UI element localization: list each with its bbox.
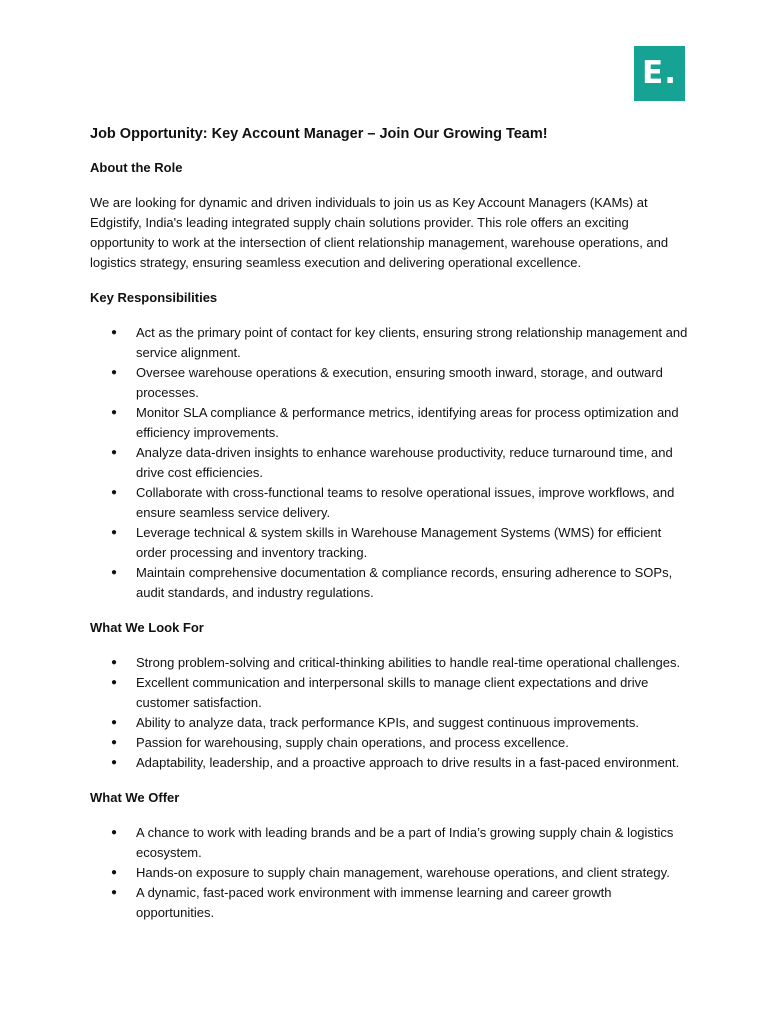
offer-heading: What We Offer	[90, 790, 180, 805]
look-for-list	[90, 653, 690, 773]
logo-text: E.	[642, 55, 677, 91]
list-item: ● Oversee warehouse operations & execution, ensuring smooth inward, storage, and outward processes.	[136, 363, 690, 403]
responsibilities-heading: Key Responsibilities	[90, 290, 218, 305]
offer-list	[90, 823, 690, 923]
look-for-heading: What We Look For	[90, 620, 204, 635]
list-item: ● Adaptability, leadership, and a proactive approach to drive results in a fast-paced environment.	[136, 753, 690, 773]
list-item: ● Monitor SLA compliance & performance metrics, identifying areas for process optimization and efficiency improvements.	[136, 403, 690, 443]
list-item: ● Excellent communication and interpersonal skills to manage client expectations and drive customer satisfaction.	[136, 673, 690, 713]
list-item: ● Hands-on exposure to supply chain management, warehouse operations, and client strategy.	[136, 863, 690, 883]
list-item: ● Act as the primary point of contact for key clients, ensuring strong relationship management and service alignment.	[136, 323, 690, 363]
list-item: ● Collaborate with cross-functional teams to resolve operational issues, improve workflows, and ensure seamless service delivery.	[136, 483, 690, 523]
page-title: Job Opportunity: Key Account Manager – Join Our Growing Team!	[90, 126, 548, 142]
job-posting-document	[90, 124, 690, 938]
list-item: ● Leverage technical & system skills in Warehouse Management Systems (WMS) for efficient order processing and inventory tracking.	[136, 523, 690, 563]
company-logo	[634, 46, 685, 101]
list-item: ● Ability to analyze data, track performance KPIs, and suggest continuous improvements.	[136, 713, 690, 733]
about-paragraph: We are looking for dynamic and driven individuals to join us as Key Account Managers (KAMs) at Edgistify, India's leading integrated supply chain solutions provider. This role offers an exciting opportunity to work at the intersection of client relationship management, warehouse operations, and logistics strategy, ensuring seamless execution and delivering operational excellence.	[90, 195, 669, 270]
list-item: ● Passion for warehousing, supply chain operations, and process excellence.	[136, 733, 690, 753]
list-item: ● A dynamic, fast-paced work environment with immense learning and career growth opportunities.	[136, 883, 690, 923]
list-item: ● Analyze data-driven insights to enhance warehouse productivity, reduce turnaround time, and drive cost efficiencies.	[136, 443, 690, 483]
responsibilities-list	[90, 323, 690, 603]
about-heading: About the Role	[90, 160, 183, 175]
list-item: ● A chance to work with leading brands and be a part of India’s growing supply chain & logistics ecosystem.	[136, 823, 690, 863]
list-item: ● Strong problem-solving and critical-thinking abilities to handle real-time operational challenges.	[136, 653, 690, 673]
list-item: ● Maintain comprehensive documentation & compliance records, ensuring adherence to SOPs, audit standards, and industry regulations.	[136, 563, 690, 603]
